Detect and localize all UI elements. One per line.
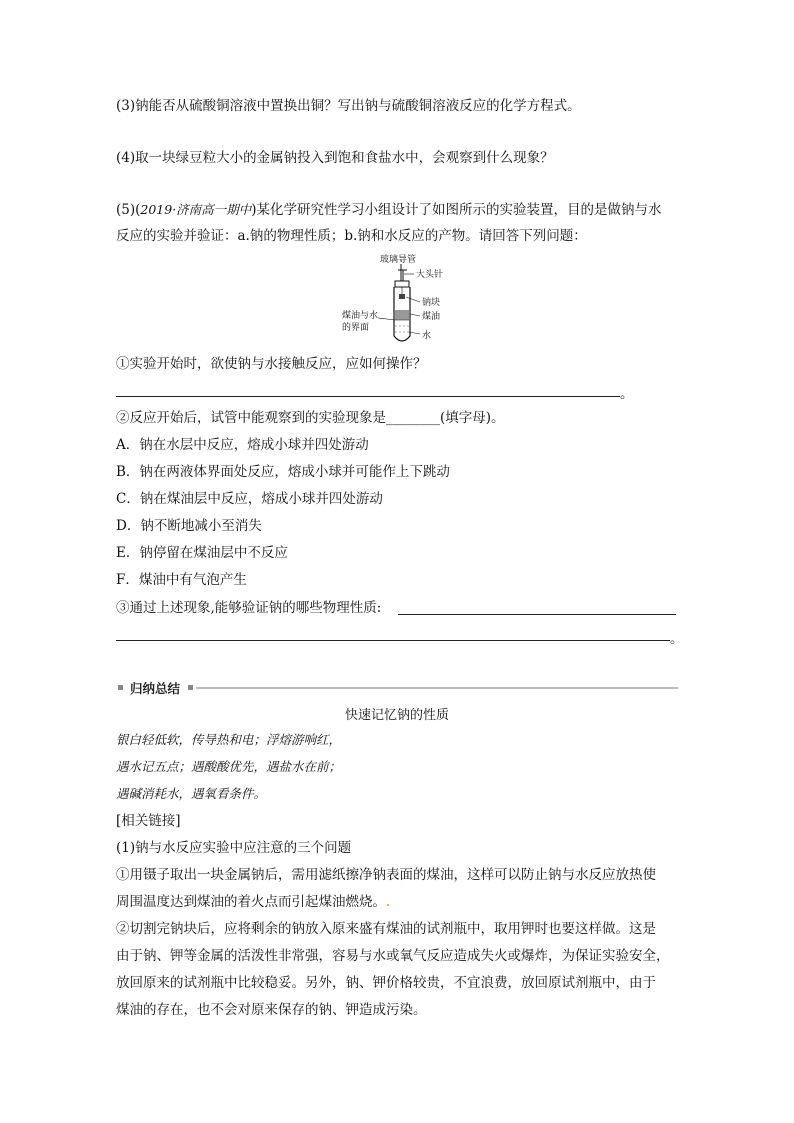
option-a: A．钠在水层中反应，熔成小球并四处游动 (116, 437, 369, 453)
question-5-line-1 (116, 200, 661, 220)
label-glass-tube: 玻璃导管 (380, 255, 417, 265)
option-e: E．钠停留在煤油层中不反应 (116, 545, 288, 561)
period-3: 。 (670, 631, 684, 647)
links-p1-line-2-text: 周围温度达到煤油的着火点而引起煤油燃烧。 (116, 894, 386, 910)
label-interface-2: 的界面 (342, 323, 370, 333)
label-kerosene: 煤油 (422, 312, 441, 322)
q5-suffix: )某化学研究性学习小组设计了如图所示的实验装置，目的是做钠与水 (251, 202, 662, 218)
links-item-1: (1)钠与水反应实验中应注意的三个问题 (116, 840, 352, 856)
option-f: F．煤油中有气泡产生 (116, 572, 247, 588)
links-p2-line-4: 煤油的存在，也不会对原来保存的钠、钾造成污染。 (116, 1002, 427, 1018)
option-b: B．钠在两液体界面处反应，熔成小球并可能作上下跳动 (116, 464, 450, 480)
links-p1-line-1: ①用镊子取出一块金属钠后，需用滤纸擦净钠表面的煤油，这样可以防止钠与水反应放热使 (116, 867, 656, 883)
sub-question-2: ②反应开始后，试管中能观察到的实验现象是________(填字母)。 (116, 410, 505, 426)
label-pin: 大头针 (416, 270, 444, 280)
links-p2-line-2: 由于钠、钾等金属的活泼性非常强，容易与水或氧气反应造成失火或爆炸，为保证实验安全， (116, 948, 670, 964)
summary-header (116, 680, 678, 696)
links-p2-line-3: 放回原来的试剂瓶中比较稳妥。另外，钠、钾价格较贵，不宜浪费，放回原试剂瓶中，由于 (116, 975, 656, 991)
links-p1-line-2 (116, 892, 390, 912)
decorative-dot: . (386, 894, 391, 910)
period-1: 。 (620, 386, 634, 402)
apparatus-figure (340, 252, 480, 348)
label-water: 水 (422, 331, 432, 341)
summary-rule (196, 687, 678, 689)
answer-line-1[interactable] (116, 396, 620, 397)
sub-question-1: ①实验开始时，欲使钠与水接触反应，应如何操作？ (116, 356, 427, 372)
answer-line-3a[interactable] (398, 614, 676, 615)
mnemonic-line-1: 银白轻低软，传导热和电；浮熔游响红， (116, 732, 342, 747)
mnemonic-line-3: 遇碱消耗水，遇氧看条件。 (116, 786, 267, 801)
question-4: (4)取一块绿豆粒大小的金属钠投入到饱和食盐水中，会观察到什么现象？ (116, 150, 554, 166)
question-3: (3)钠能否从硫酸铜溶液中置换出铜？写出钠与硫酸铜溶液反应的化学方程式。 (116, 98, 581, 114)
label-sodium: 钠块 (422, 298, 441, 308)
q5-prefix: (5)( (116, 202, 141, 218)
option-d: D．钠不断地减小至消失 (116, 518, 262, 534)
question-5-line-2: 反应的实验并验证：a.钠的物理性质；b.钠和水反应的产物。请回答下列问题： (116, 228, 587, 244)
mnemonic-line-2: 遇水记五点；遇酸酸优先，遇盐水在前； (116, 759, 342, 774)
related-links-heading: [相关链接] (116, 813, 181, 829)
summary-right-square (188, 685, 193, 690)
option-c: C．钠在煤油层中反应，熔成小球并四处游动 (116, 491, 383, 507)
summary-heading: 归纳总结 (130, 681, 181, 696)
label-interface-1: 煤油与水 (342, 311, 379, 321)
q5-source: 2019·济南高一期中 (140, 202, 252, 217)
answer-line-3b[interactable] (116, 640, 670, 641)
links-p2-line-1: ②切割完钠块后，应将剩余的钠放入原来盛有煤油的试剂瓶中，取用钾时也要这样做。这是 (116, 921, 656, 937)
summary-title: 快速记忆钠的性质 (344, 708, 449, 723)
summary-left-square (118, 685, 123, 690)
sub-question-3: ③通过上述现象,能够验证钠的哪些物理性质: (116, 600, 382, 616)
